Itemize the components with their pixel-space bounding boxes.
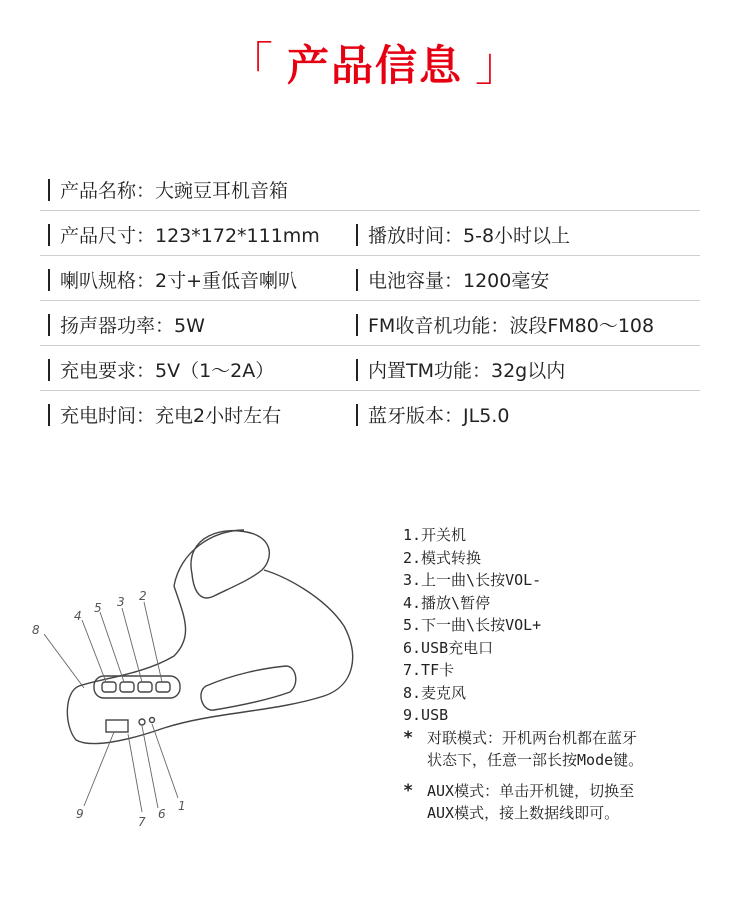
callout-9: 9 <box>76 807 84 821</box>
callout-2: 2 <box>139 589 147 603</box>
spec-table <box>40 166 700 435</box>
spec-text: 产品名称：大豌豆耳机音箱 <box>60 180 289 202</box>
speaker-diagram <box>24 516 384 846</box>
title-bracket-right: 」 <box>475 37 523 91</box>
spec-text: 蓝牙版本：JL5.0 <box>368 405 510 427</box>
asterisk-icon: * <box>403 727 414 748</box>
speaker-body <box>67 570 352 744</box>
legend-item: 9.USB <box>403 706 449 724</box>
callout-1: 1 <box>178 799 186 813</box>
asterisk-icon: * <box>403 780 414 801</box>
callout-7: 7 <box>138 815 146 829</box>
spec-text: 扬声器功率：5W <box>60 315 205 337</box>
title-text: 产品信息 <box>286 41 463 90</box>
spec-text: 充电要求：5V（1～2A） <box>60 360 275 382</box>
page-title <box>0 28 750 94</box>
note-line: AUX模式：单击开机键，切换至 <box>427 781 635 800</box>
spec-cell <box>48 266 297 293</box>
spec-row <box>40 256 700 301</box>
spec-text: 播放时间：5-8小时以上 <box>368 225 571 247</box>
note-line: 状态下，任意一部长按Mode键。 <box>427 751 644 769</box>
spec-row <box>40 346 700 391</box>
callout-6: 6 <box>158 807 166 821</box>
earbud-head <box>191 531 269 598</box>
spec-row <box>40 166 700 211</box>
spec-cell <box>48 356 274 383</box>
spec-cell <box>356 401 509 428</box>
legend-item: 7.TF卡 <box>403 661 455 679</box>
spec-text: 喇叭规格：2寸+重低音喇叭 <box>60 270 298 292</box>
note-line: AUX模式，接上数据线即可。 <box>427 804 620 822</box>
title-bracket-left: 「 <box>226 37 275 91</box>
legend-item: 2.模式转换 <box>403 548 482 567</box>
spec-cell <box>48 176 288 203</box>
spec-row <box>40 391 700 435</box>
spec-cell <box>48 401 281 428</box>
callout-8: 8 <box>32 623 40 637</box>
spec-cell <box>48 221 320 248</box>
spec-row <box>40 301 700 346</box>
legend-item: 5.下一曲\长按VOL+ <box>403 616 542 634</box>
usb-port <box>106 720 128 732</box>
spec-cell <box>356 356 565 383</box>
spec-text: 充电时间：充电2小时左右 <box>60 405 282 427</box>
callout-3: 3 <box>117 595 125 609</box>
legend-item: 4.播放\暂停 <box>403 593 491 612</box>
spec-text: 电池容量：1200毫安 <box>368 270 550 292</box>
spec-cell <box>356 221 570 248</box>
legend-item: 6.USB充电口 <box>403 638 494 657</box>
legend-item: 3.上一曲\长按VOL- <box>403 571 542 589</box>
note-line: 对联模式：开机两台机都在蓝牙 <box>427 728 638 747</box>
legend-item: 1.开关机 <box>403 526 467 544</box>
speaker-grille <box>201 666 296 710</box>
function-legend <box>403 524 643 825</box>
spec-row <box>40 211 700 256</box>
callout-5: 5 <box>94 601 102 615</box>
spec-cell <box>356 266 549 293</box>
legend-note <box>403 727 643 772</box>
spec-cell <box>48 311 205 338</box>
spec-text: 产品尺寸：123*172*111mm <box>60 225 320 247</box>
legend-item: 8.麦克风 <box>403 683 467 702</box>
legend-note <box>403 780 643 825</box>
spec-text: 内置TM功能：32g以内 <box>368 360 566 382</box>
spec-cell <box>356 311 654 338</box>
callout-4: 4 <box>74 609 82 623</box>
spec-text: FM收音机功能：波段FM80～108 <box>368 315 655 337</box>
